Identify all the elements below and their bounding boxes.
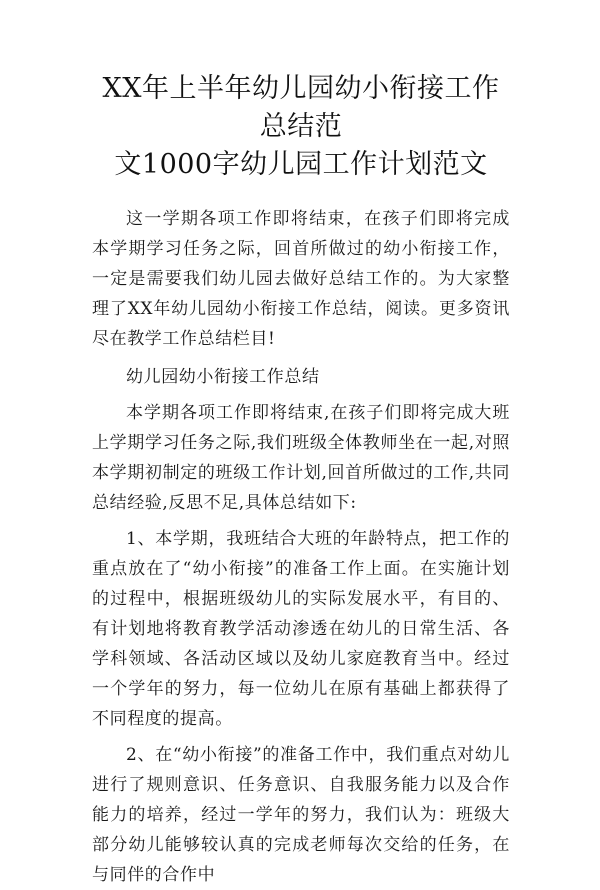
- summary-intro-paragraph: 本学期各项工作即将结束,在孩子们即将完成大班上学期学习任务之际,我们班级全体教师坐在一起,对照本学期初制定的班级工作计划,回首所做过的工作,共同总结经验,反思不足,具体总结如下:: [92, 403, 510, 513]
- point-1-paragraph: 1、本学期，我班结合大班的年龄特点，把工作的重点放在了“幼小衔接”的准备工作上面。在实施计划的过程中，根据班级幼儿的实际发展水平，有目的、有计划地将教育教学活动渗透在幼儿的日常生活、各学科领域、各活动区域以及幼儿家庭教育当中。经过一个学年的努力，每一位幼儿在原有基础上都获得了不同程度的提高。: [92, 529, 510, 729]
- section-heading: 幼儿园幼小衔接工作总结: [126, 367, 320, 387]
- title-line-2: 文1000字幼儿园工作计划范文: [114, 149, 488, 180]
- document-body: [92, 204, 510, 890]
- point-2-paragraph: 2、在“幼小衔接”的准备工作中，我们重点对幼儿进行了规则意识、任务意识、自我服务能力以及合作能力的培养，经过一学年的努力，我们认为：班级大部分幼儿能够较认真的完成老师每次交给的任务，在与同伴的合作中: [92, 745, 510, 885]
- intro-paragraph: 这一学期各项工作即将结束，在孩子们即将完成本学期学习任务之际，回首所做过的幼小衔接工作，一定是需要我们幼儿园去做好总结工作的。为大家整理了XX年幼儿园幼小衔接工作总结，阅读。更多资讯尽在教学工作总结栏目!: [92, 209, 510, 349]
- title-line-1: XX年上半年幼儿园幼小衔接工作总结范: [102, 73, 500, 142]
- document-title: [92, 70, 510, 184]
